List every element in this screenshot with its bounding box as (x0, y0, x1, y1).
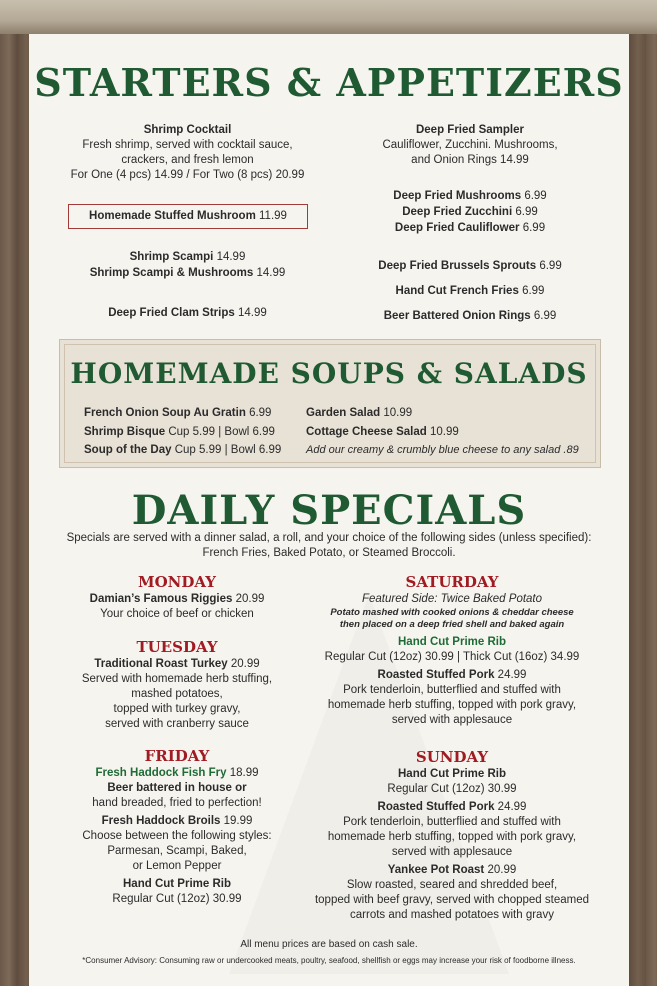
yankee-name: Yankee Pot Roast (387, 864, 485, 876)
cottage-name: Cottage Cheese Salad (306, 425, 427, 438)
item-stuffed-mushroom (68, 204, 308, 229)
shrimp-cocktail-desc1: Fresh shrimp, served with cocktail sauce, (82, 139, 293, 151)
sunday-pork-desc3: served with applesauce (391, 846, 513, 858)
saturday-rib-name: Hand Cut Prime Rib (398, 636, 506, 648)
fish-fry-name: Fresh Haddock Fish Fry (95, 767, 227, 779)
saturday-pork-name: Roasted Stuffed Pork (377, 669, 495, 681)
tuesday-desc2: mashed potatoes, (131, 688, 223, 700)
zucchini-price: 6.99 (515, 206, 538, 218)
starters-title: STARTERS & APPETIZERS (34, 60, 624, 105)
blue-cheese-note: Add our creamy & crumbly blue cheese to any salad .89 (306, 444, 579, 456)
french-onion-name: French Onion Soup Au Gratin (84, 407, 246, 419)
broils-desc1: Choose between the following styles: (82, 830, 272, 842)
fries-name: Hand Cut French Fries (395, 285, 519, 297)
broils-price: 19.99 (223, 815, 253, 827)
sunday-pork-desc2: homemade herb stuffing, topped with pork gravy, (327, 831, 577, 843)
sides-list (340, 254, 600, 329)
footer-advisory: *Consumer Advisory: Consuming raw or undercooked meats, poultry, seafood, shellfish or eggs may increase your risk of foodborne illness. (82, 956, 576, 965)
saturday-feature-desc1: Potato mashed with cooked onions & cheddar cheese (330, 607, 574, 618)
yankee-desc2: topped with beef gravy, served with chopped steamed (314, 894, 590, 906)
soup-day-name: Soup of the Day (84, 444, 172, 456)
item-sampler (340, 123, 600, 168)
soups-title: HOMEMADE SOUPS & SALADS (70, 357, 588, 390)
monday-name: Damian’s Famous Riggies (89, 593, 233, 605)
friday-block (62, 746, 292, 907)
shrimp-cocktail-prices: For One (4 pcs) 14.99 / For Two (8 pcs) 20.99 (70, 169, 305, 181)
broils-desc3: or Lemon Pepper (132, 860, 222, 872)
tuesday-name: Traditional Roast Turkey (94, 658, 228, 670)
brussels-price: 6.99 (539, 260, 562, 272)
monday-desc: Your choice of beef or chicken (100, 608, 254, 620)
sunday-rib-name: Hand Cut Prime Rib (398, 768, 506, 780)
cauliflower-name: Deep Fried Cauliflower (394, 222, 520, 234)
sunday-rib-price: Regular Cut (12oz) 30.99 (387, 783, 517, 795)
specials-intro-1: Specials are served with a dinner salad, a roll, and your choice of the following sides (unless specified): (66, 532, 592, 544)
monday-price: 20.99 (235, 593, 265, 605)
zucchini-name: Deep Fried Zucchini (402, 206, 513, 218)
yankee-desc1: Slow roasted, seared and shredded beef, (346, 879, 558, 891)
garden-price: 10.99 (383, 407, 413, 419)
specials-title: DAILY SPECIALS (131, 487, 527, 534)
shrimp-scampi-mushrooms-name: Shrimp Scampi & Mushrooms (89, 267, 254, 279)
garden-name: Garden Salad (306, 407, 381, 419)
tuesday-price: 20.99 (230, 658, 260, 670)
soups-list (84, 404, 299, 460)
tuesday-desc3: topped with turkey gravy, (113, 703, 241, 715)
friday-rib-price: Regular Cut (12oz) 30.99 (112, 893, 242, 905)
footer-cash: All menu prices are based on cash sale. (240, 939, 418, 950)
saturday-feature-desc2: then placed on a deep fried shell and baked again (339, 619, 565, 630)
friday-rib-name: Hand Cut Prime Rib (123, 878, 231, 890)
broils-desc2: Parmesan, Scampi, Baked, (107, 845, 247, 857)
wood-board-top (0, 0, 657, 34)
item-clam-strips (60, 306, 315, 321)
sunday-pork-price: 24.99 (497, 801, 527, 813)
item-shrimp-scampi (60, 250, 315, 281)
sampler-price: 14.99 (500, 154, 529, 166)
saturday-pork-price: 24.99 (497, 669, 527, 681)
salads-list (306, 404, 596, 460)
cauliflower-price: 6.99 (522, 222, 546, 234)
stuffed-mushroom-price: 11.99 (259, 210, 287, 222)
onion-rings-name: Beer Battered Onion Rings (383, 310, 531, 322)
clam-strips-price: 14.99 (237, 307, 267, 319)
bisque-price: Cup 5.99 | Bowl 6.99 (168, 425, 275, 438)
sampler-desc2: and Onion Rings (411, 154, 497, 166)
saturday-feature: Featured Side: Twice Baked Potato (361, 593, 543, 605)
fries-price: 6.99 (522, 285, 545, 297)
shrimp-scampi-name: Shrimp Scampi (129, 251, 214, 263)
cottage-price: 10.99 (430, 425, 459, 438)
shrimp-cocktail-desc2: crackers, and fresh lemon (121, 154, 254, 166)
yankee-price: 20.99 (487, 864, 517, 876)
mushrooms-price: 6.99 (524, 190, 547, 202)
sunday-pork-desc1: Pork tenderloin, butterflied and stuffed with (343, 816, 561, 828)
fish-fry-price: 18.99 (229, 767, 259, 779)
tuesday-heading: TUESDAY (136, 638, 218, 656)
clam-strips-name: Deep Fried Clam Strips (108, 307, 235, 319)
deep-fried-list (340, 188, 600, 236)
bisque-name: Shrimp Bisque (84, 425, 166, 438)
monday-heading: MONDAY (138, 573, 216, 591)
monday-block (62, 572, 292, 622)
stuffed-mushroom-name: Homemade Stuffed Mushroom (89, 210, 256, 222)
fish-fry-desc2: hand breaded, fried to perfection! (92, 797, 262, 809)
soup-day-price: Cup 5.99 | Bowl 6.99 (174, 444, 282, 456)
shrimp-scampi-price: 14.99 (216, 251, 246, 263)
sampler-desc1: Cauliflower, Zucchini. Mushrooms, (382, 139, 558, 151)
shrimp-scampi-mushrooms-price: 14.99 (256, 267, 286, 279)
saturday-block (312, 572, 592, 728)
saturday-heading: SATURDAY (405, 573, 499, 591)
french-onion-price: 6.99 (249, 407, 272, 419)
broils-name: Fresh Haddock Broils (101, 815, 221, 827)
sampler-name: Deep Fried Sampler (415, 124, 524, 136)
shrimp-cocktail-name: Shrimp Cocktail (143, 124, 232, 136)
specials-intro (29, 531, 629, 561)
saturday-rib-price: Regular Cut (12oz) 30.99 | Thick Cut (16oz) 34.99 (324, 651, 580, 663)
saturday-pork-desc3: served with applesauce (391, 714, 513, 726)
mushrooms-name: Deep Fried Mushrooms (393, 190, 522, 202)
tuesday-desc4: served with cranberry sauce (105, 718, 249, 730)
brussels-name: Deep Fried Brussels Sprouts (378, 260, 537, 272)
fish-fry-desc1: Beer battered in house or (107, 782, 247, 794)
tuesday-block (62, 637, 292, 732)
specials-intro-2: French Fries, Baked Potato, or Steamed Broccoli. (202, 547, 456, 559)
friday-heading: FRIDAY (144, 747, 210, 765)
sunday-pork-name: Roasted Stuffed Pork (377, 801, 495, 813)
onion-rings-price: 6.99 (533, 310, 557, 322)
yankee-desc3: carrots and mashed potatoes with gravy (350, 909, 554, 921)
sunday-block (312, 747, 592, 923)
saturday-pork-desc1: Pork tenderloin, butterflied and stuffed with (343, 684, 561, 696)
sunday-heading: SUNDAY (415, 748, 489, 766)
item-shrimp-cocktail (60, 123, 315, 183)
tuesday-desc1: Served with homemade herb stuffing, (81, 673, 273, 685)
saturday-pork-desc2: homemade herb stuffing, topped with pork gravy, (327, 699, 577, 711)
